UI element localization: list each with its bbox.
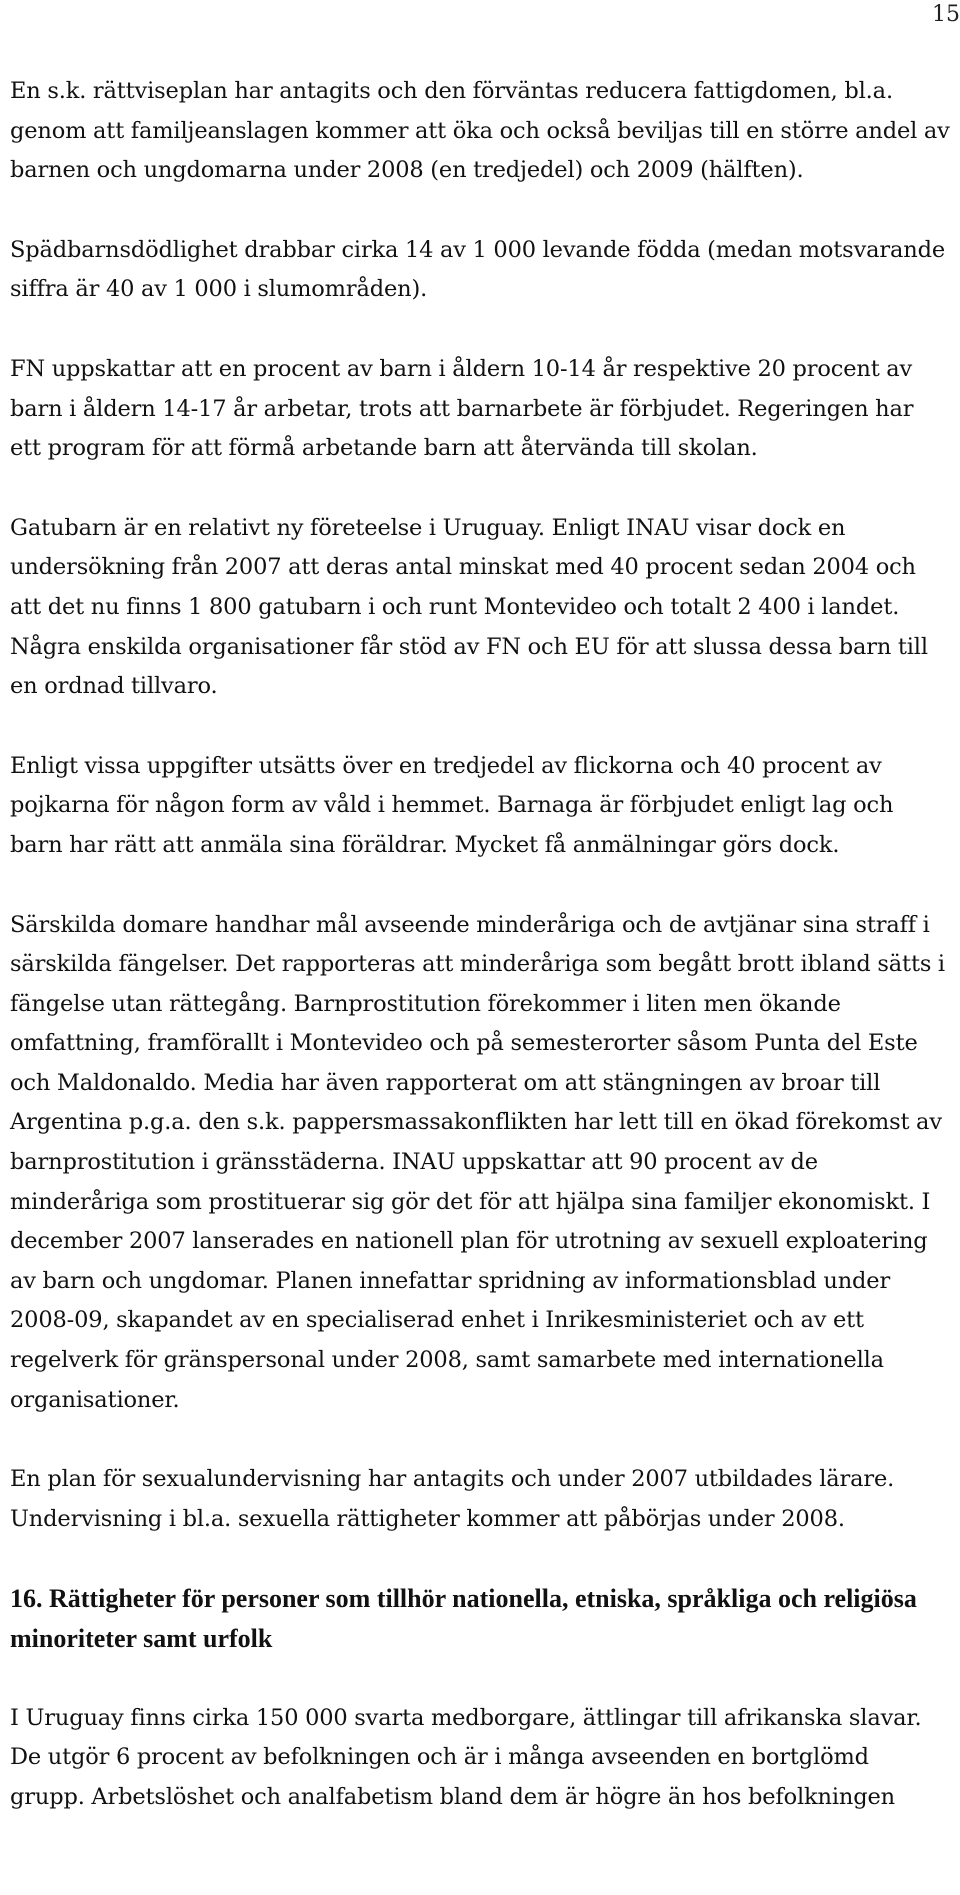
paragraph-minorities: I Uruguay finns cirka 150 000 svarta medborgare, ättlingar till afrikanska slavar. De utgör 6 procent av befolkningen och är i många avseenden en bortglömd grupp. Arbetslöshet och analfabetism bland dem är högre än hos befolkningen — [10, 1704, 922, 1810]
paragraph-fairness-plan: En s.k. rättviseplan har antagits och den förväntas reducera fattigdomen, bl.a. genom att familjeanslagen kommer att öka och också beviljas till en större andel av barnen och ungdomarna under 2008 (en tredjedel) och 2009 (hälften). — [10, 78, 950, 184]
paragraph-domestic-violence: Enligt vissa uppgifter utsätts över en tredjedel av flickorna och 40 procent av pojkarna för någon form av våld i hemmet. Barnaga är förbjudet enligt lag och barn har rätt att anmäla sina föräldrar. Mycket få anmälningar görs dock. — [10, 752, 894, 858]
document-body — [10, 72, 950, 1817]
section-heading-minorities: 16. Rättigheter för personer som tillhör nationella, etniska, språkliga och religiösa minoriteter samt urfolk — [10, 1584, 917, 1653]
paragraph-child-labour: FN uppskattar att en procent av barn i åldern 10-14 år respektive 20 procent av barn i åldern 14-17 år arbetar, trots att barnarbete är förbjudet. Regeringen har ett program för att förmå arbetande barn att återvända till skolan. — [10, 355, 914, 462]
paragraph-sex-education: En plan för sexualundervisning har antagits och under 2007 utbildades lärare. Undervisning i bl.a. sexuella rättigheter kommer att påbörjas under 2008. — [10, 1466, 895, 1532]
paragraph-infant-mortality: Spädbarnsdödlighet drabbar cirka 14 av 1 000 levande födda (medan motsvarande siffra är 40 av 1 000 i slumområden). — [10, 236, 946, 303]
paragraph-street-children: Gatubarn är en relativt ny företeelse i Uruguay. Enligt INAU visar dock en undersökning från 2007 att deras antal minskat med 40 procent sedan 2004 och att det nu finns 1 800 gatubarn i och runt Montevideo och totalt 2 400 i landet. Några enskilda organisationer får stöd av FN och EU för att slussa dessa barn till en ordnad tillvaro. — [10, 514, 928, 700]
paragraph-juvenile-justice: Särskilda domare handhar mål avseende minderåriga och de avtjänar sina straff i särskilda fängelser. Det rapporteras att minderåriga som begått brott ibland sätts i fängelse utan rättegång. Barnprostitution förekommer i liten men ökande omfattning, framförallt i Montevideo och på semesterorter såsom Punta del Este och Maldonaldo. Media har även rapporterat om att stängningen av broar till Argentina p.g.a. den s.k. pappersmassakonflikten har lett till en ökad förekomst av barnprostitution i gränsstäderna. INAU uppskattar att 90 procent av de minderåriga som prostituerar sig gör det för att hjälpa sina familjer ekonomiskt. I december 2007 lanserades en nationell plan för utrotning av sexuell exploatering av barn och ungdomar. Planen innefattar spridning av informationsblad under 2008-09, skapandet av en specialiserad enhet i Inrikesministeriet och av ett regelverk för gränspersonal under 2008, samt samarbete med internationella organisationer. — [10, 911, 945, 1413]
page-number: 15 — [932, 2, 960, 27]
